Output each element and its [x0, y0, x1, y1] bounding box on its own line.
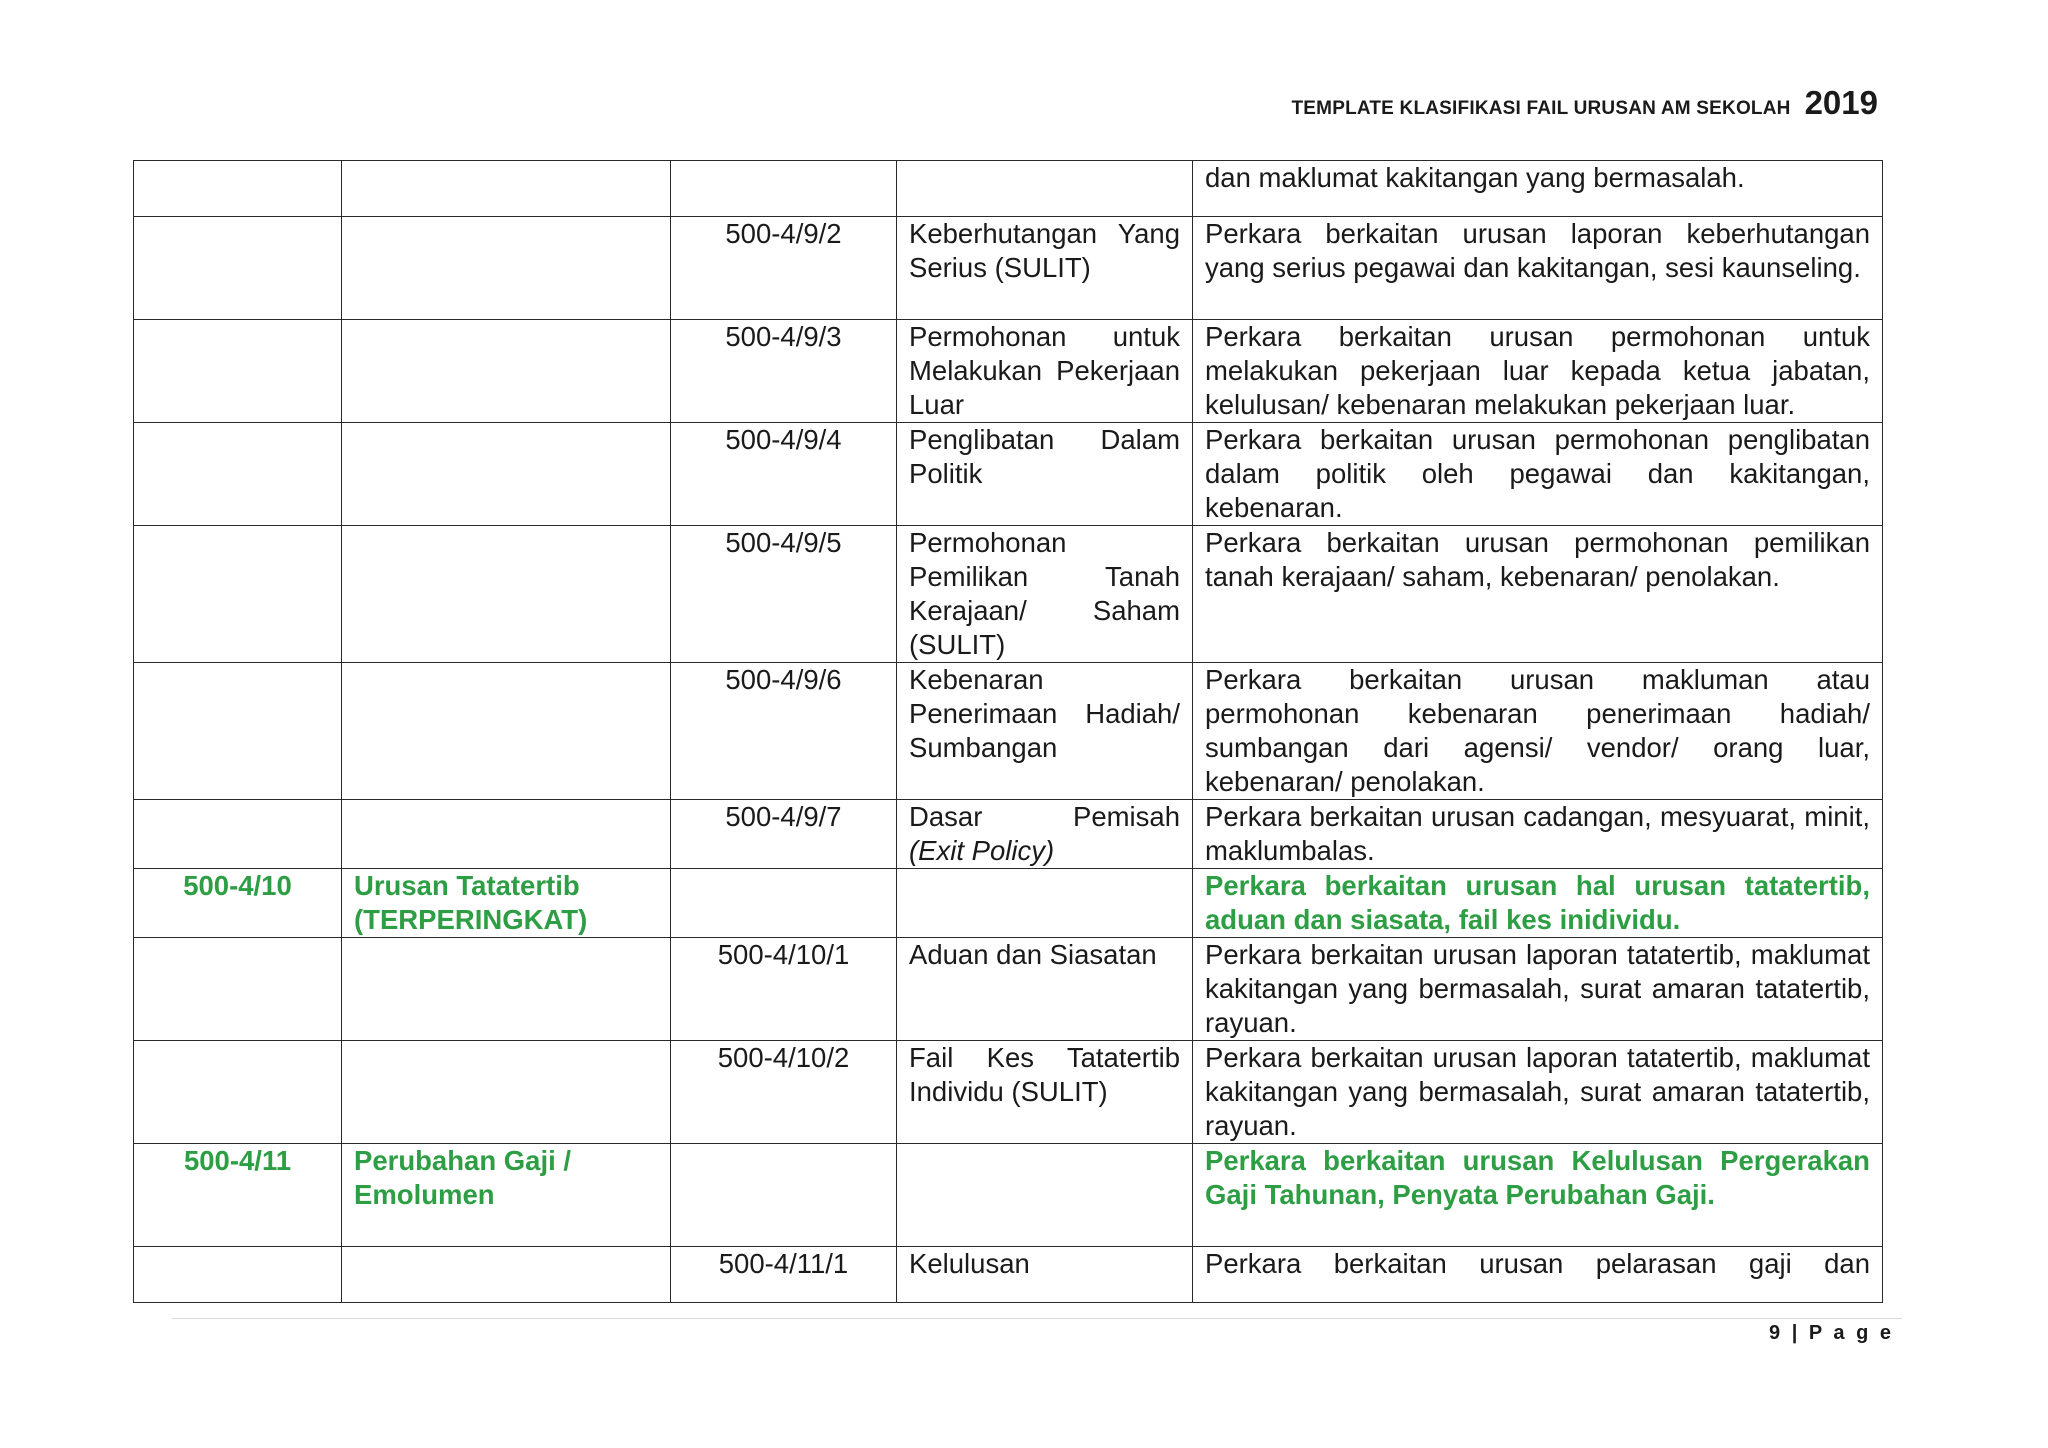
sub-code-cell — [671, 161, 897, 217]
file-title-cell — [342, 161, 671, 217]
sub-code-cell: 500-4/9/4 — [671, 423, 897, 526]
sub-title-cell: Permohonan Pemilikan Tanah Kerajaan/ Saham (SULIT) — [897, 526, 1193, 663]
description-cell: Perkara berkaitan urusan laporan tatatertib, maklumat kakitangan yang bermasalah, surat amaran tatatertib, rayuan. — [1193, 938, 1883, 1041]
description-cell: Perkara berkaitan urusan permohonan pemilikan tanah kerajaan/ saham, kebenaran/ penolakan. — [1193, 526, 1883, 663]
description-cell: Perkara berkaitan urusan permohonan penglibatan dalam politik oleh pegawai dan kakitangan, kebenaran. — [1193, 423, 1883, 526]
sub-title-cell: Kelulusan — [897, 1247, 1193, 1303]
sub-title-cell: Aduan dan Siasatan — [897, 938, 1193, 1041]
sub-code-cell: 500-4/9/7 — [671, 800, 897, 869]
table-row — [134, 800, 1883, 869]
file-code-cell: 500-4/10 — [134, 869, 342, 938]
sub-title-italic: (Exit Policy) — [909, 835, 1055, 866]
sub-title-cell: Penglibatan Dalam Politik — [897, 423, 1193, 526]
description-cell: dan maklumat kakitangan yang bermasalah. — [1193, 161, 1883, 217]
file-code-cell — [134, 663, 342, 800]
sub-title-cell — [897, 800, 1193, 869]
sub-code-cell — [671, 869, 897, 938]
file-title-cell — [342, 938, 671, 1041]
classification-table — [133, 160, 1883, 1303]
page-number — [1769, 1322, 1894, 1345]
file-code-cell — [134, 217, 342, 320]
file-code-cell — [134, 1247, 342, 1303]
file-title-cell — [342, 526, 671, 663]
page-header — [1291, 84, 1878, 122]
file-code-cell — [134, 526, 342, 663]
sub-code-cell: 500-4/9/6 — [671, 663, 897, 800]
sub-code-cell: 500-4/10/2 — [671, 1041, 897, 1144]
table-row — [134, 1041, 1883, 1144]
sub-title-cell: Fail Kes Tatatertib Individu (SULIT) — [897, 1041, 1193, 1144]
file-title-cell — [342, 1041, 671, 1144]
sub-code-cell: 500-4/9/2 — [671, 217, 897, 320]
file-title-cell — [342, 663, 671, 800]
table-row — [134, 161, 1883, 217]
sub-title-cell: Kebenaran Penerimaan Hadiah/ Sumbangan — [897, 663, 1193, 800]
file-code-cell — [134, 938, 342, 1041]
table-row — [134, 1247, 1883, 1303]
sub-code-cell — [671, 1144, 897, 1247]
sub-title-cell: Permohonan untuk Melakukan Pekerjaan Luar — [897, 320, 1193, 423]
description-cell: Perkara berkaitan urusan makluman atau permohonan kebenaran penerimaan hadiah/ sumbangan dari agensi/ vendor/ orang luar, kebenaran/ penolakan. — [1193, 663, 1883, 800]
footer-divider — [172, 1318, 1902, 1319]
description-cell: Perkara berkaitan urusan permohonan untuk melakukan pekerjaan luar kepada ketua jabatan, kelulusan/ kebenaran melakukan pekerjaan luar. — [1193, 320, 1883, 423]
file-title-cell — [342, 320, 671, 423]
sub-code-cell: 500-4/11/1 — [671, 1247, 897, 1303]
file-title-cell: Perubahan Gaji / Emolumen — [342, 1144, 671, 1247]
table-row — [134, 938, 1883, 1041]
file-code-cell — [134, 800, 342, 869]
file-title-cell — [342, 217, 671, 320]
sub-title-cell — [897, 869, 1193, 938]
table-row — [134, 663, 1883, 800]
sub-title-cell: Keberhutangan Yang Serius (SULIT) — [897, 217, 1193, 320]
file-code-cell — [134, 423, 342, 526]
table-row — [134, 320, 1883, 423]
file-code-cell — [134, 161, 342, 217]
description-cell: Perkara berkaitan urusan laporan keberhutangan yang serius pegawai dan kakitangan, sesi kaunseling. — [1193, 217, 1883, 320]
file-title-cell — [342, 1247, 671, 1303]
file-title-cell — [342, 800, 671, 869]
sub-code-cell: 500-4/9/5 — [671, 526, 897, 663]
description-cell: Perkara berkaitan urusan laporan tatatertib, maklumat kakitangan yang bermasalah, surat amaran tatatertib, rayuan. — [1193, 1041, 1883, 1144]
description-cell: Perkara berkaitan urusan Kelulusan Pergerakan Gaji Tahunan, Penyata Perubahan Gaji. — [1193, 1144, 1883, 1247]
sub-title-cell — [897, 1144, 1193, 1247]
description-cell: Perkara berkaitan urusan hal urusan tatatertib, aduan dan siasata, fail kes inidividu. — [1193, 869, 1883, 938]
sub-title-cell — [897, 161, 1193, 217]
table-row — [134, 526, 1883, 663]
file-title-cell — [342, 423, 671, 526]
document-year: 2019 — [1804, 84, 1878, 121]
file-title-cell: Urusan Tatatertib (TERPERINGKAT) — [342, 869, 671, 938]
sub-title-text: Dasar Pemisah — [909, 801, 1180, 832]
description-cell: Perkara berkaitan urusan pelarasan gaji dan — [1193, 1247, 1883, 1303]
document-title: TEMPLATE KLASIFIKASI FAIL URUSAN AM SEKOLAH — [1291, 98, 1791, 119]
file-code-cell: 500-4/11 — [134, 1144, 342, 1247]
table-row — [134, 869, 1883, 938]
file-code-cell — [134, 1041, 342, 1144]
table-row — [134, 1144, 1883, 1247]
file-code-cell — [134, 320, 342, 423]
page-number-value: 9 — [1769, 1322, 1784, 1344]
sub-code-cell: 500-4/9/3 — [671, 320, 897, 423]
description-cell: Perkara berkaitan urusan cadangan, mesyuarat, minit, maklumbalas. — [1193, 800, 1883, 869]
table-row — [134, 423, 1883, 526]
page-number-label: | P a g e — [1783, 1322, 1894, 1344]
table-row — [134, 217, 1883, 320]
sub-code-cell: 500-4/10/1 — [671, 938, 897, 1041]
